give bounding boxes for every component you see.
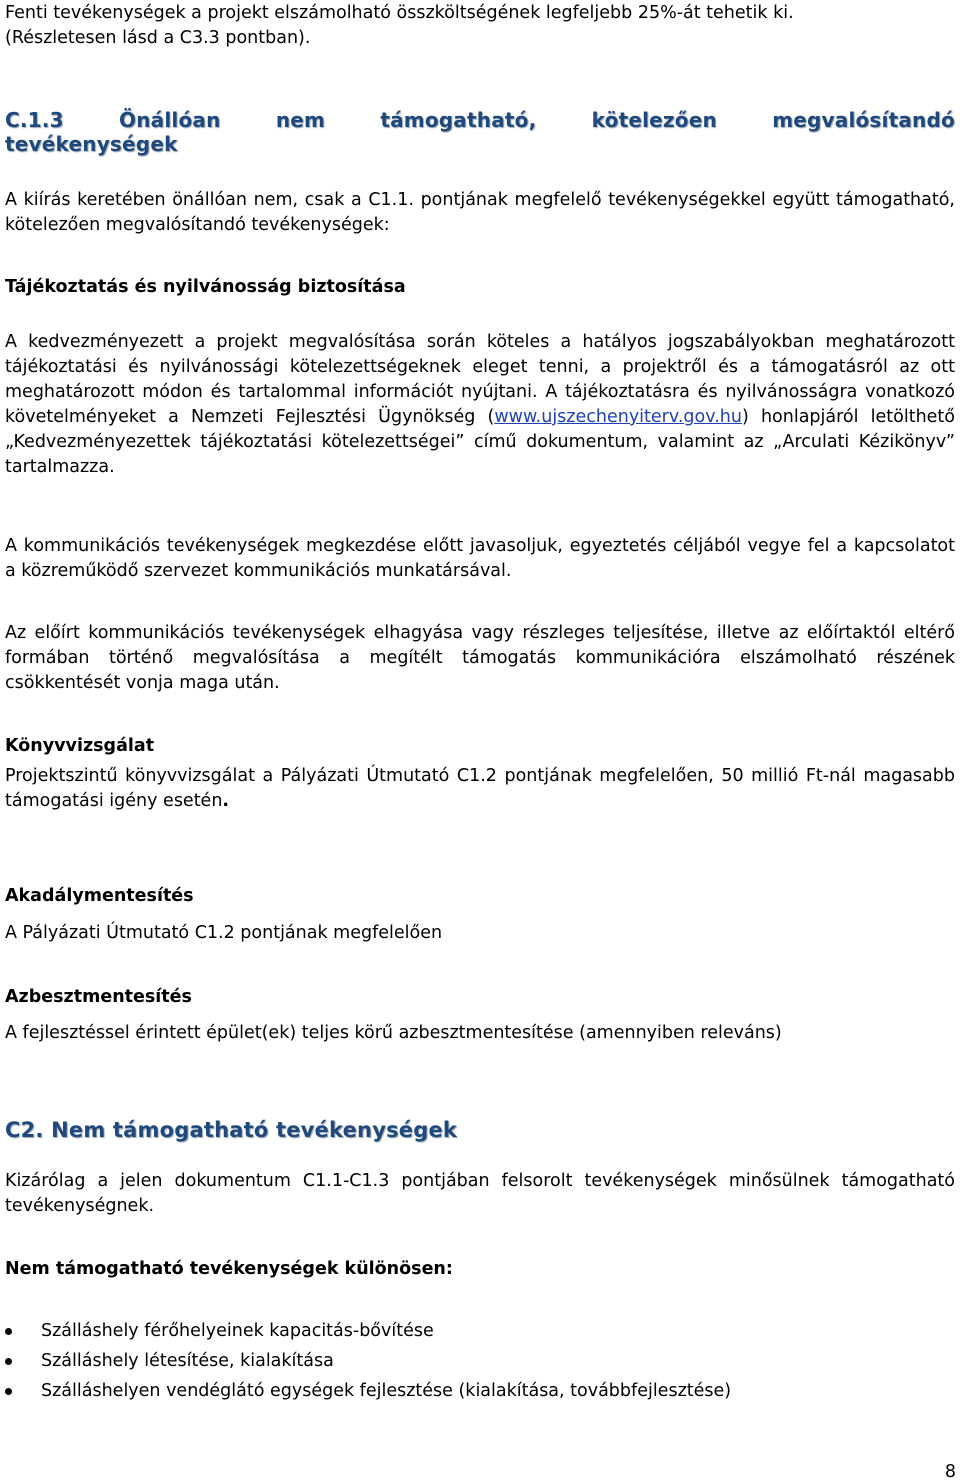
akadalymentesites-heading: Akadálymentesítés — [5, 886, 194, 906]
section-c13-title-word: nem — [275, 108, 326, 132]
section-c2-body: Kizárólag a jelen dokumentum C1.1-C1.3 pontjában felsorolt tevékenységek minősülnek támogatható tevékenységnek. — [5, 1171, 955, 1216]
azbesztmentesites-body: A fejlesztéssel érintett épület(ek) teljes körű azbesztmentesítése (amennyiben releváns) — [5, 1023, 782, 1043]
tajekoztatas-paragraph-1: A kedvezményezett a projekt megvalósítása során köteles a hatályos jogszabályokban meghatározott tájékoztatási és nyilvánossági kötelezettségeknek eleget tenni, a projektről és a támogatásról az ott meghatározott módon és tartalommal információt nyújtani. A tájékoztatásra és nyilvánosságra vonatkozó követelményeket a Nemzeti Fejlesztési Ügynökség (www.ujszechenyiterv.gov.hu) honlapjáról letölthető „Kedvezményezettek tájékoztatási kötelezettségei” című dokumentum, valamint az „Arculati Kézikönyv” tartalmazza. — [5, 332, 955, 477]
section-c13-number: C.1.3 — [5, 108, 64, 132]
tajekoztatas-paragraph-2: A kommunikációs tevékenységek megkezdése előtt javasoljuk, egyeztetés céljából vegye fel a kapcsolatot a közreműködő szervezet kommunikációs munkatársával. — [5, 536, 955, 581]
bullet-icon — [5, 1328, 12, 1335]
section-c13-title-word: Önállóan — [119, 108, 221, 132]
non-supported-list — [5, 1316, 955, 1406]
section-c13-title-line2: tevékenységek — [5, 132, 178, 156]
page-number: 8 — [944, 1462, 956, 1482]
intro-paragraph — [5, 1, 955, 51]
list-item: Szálláshelyen vendéglátó egységek fejlesztése (kialakítása, továbbfejlesztése) — [5, 1376, 955, 1406]
azbesztmentesites-heading: Azbesztmentesítés — [5, 987, 192, 1007]
section-c13-title-word: támogatható, — [380, 108, 537, 132]
section-c13-title-word: megvalósítandó — [772, 108, 955, 132]
bullet-icon — [5, 1388, 12, 1395]
intro-line-1: Fenti tevékenységek a projekt elszámolható összköltségének legfeljebb 25%-át tehetik ki. — [5, 3, 794, 23]
tajekoztatas-paragraph-3: Az előírt kommunikációs tevékenységek elhagyása vagy részleges teljesítése, illetve az előírtaktól eltérő formában történő megvalósítása a megítélt támogatás kommunikációra elszámolható részének csökkentését vonja maga után. — [5, 623, 955, 693]
section-c2-subheading: Nem támogatható tevékenységek különösen: — [5, 1259, 453, 1279]
section-c13-body: A kiírás keretében önállóan nem, csak a C1.1. pontjának megfelelő tevékenységekkel együtt támogatható, kötelezően megvalósítandó tevékenységek: — [5, 190, 955, 235]
konyvvizsgalat-body: Projektszintű könyvvizsgálat a Pályázati Útmutató C1.2 pontjának megfelelően, 50 millió Ft-nál magasabb támogatási igény esetén. — [5, 766, 955, 811]
bullet-icon — [5, 1358, 12, 1365]
section-c2-title: C2. Nem támogatható tevékenységek — [5, 1118, 458, 1142]
tajekoztatas-heading: Tájékoztatás és nyilvánosság biztosítása — [5, 277, 406, 297]
akadalymentesites-body: A Pályázati Útmutató C1.2 pontjának megfelelően — [5, 923, 443, 943]
konyvvizsgalat-heading: Könyvvizsgálat — [5, 736, 155, 756]
ujszechenyiterv-link[interactable]: www.ujszechenyiterv.gov.hu — [494, 407, 742, 427]
section-c13-title-word: kötelezően — [591, 108, 717, 132]
list-item: Szálláshely létesítése, kialakítása — [5, 1346, 955, 1376]
section-c13-heading — [5, 108, 955, 156]
intro-line-2: (Részletesen lásd a C3.3 pontban). — [5, 28, 311, 48]
list-item: Szálláshely férőhelyeinek kapacitás-bővítése — [5, 1316, 955, 1346]
